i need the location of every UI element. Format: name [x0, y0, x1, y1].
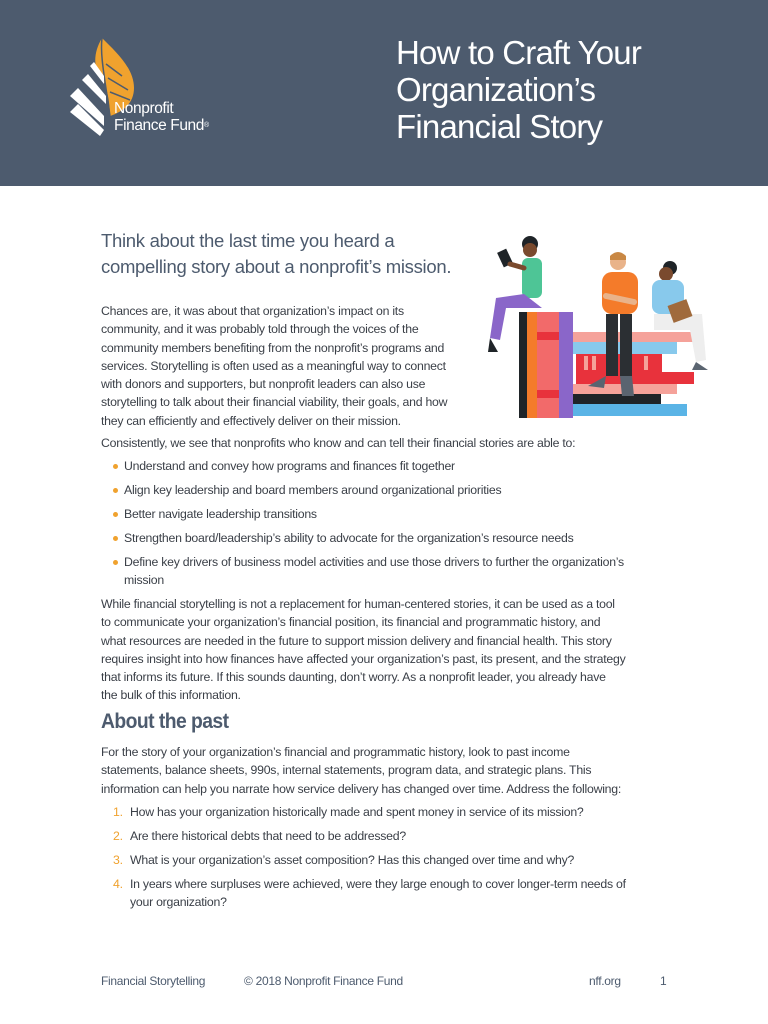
text-line: Chances are, it was about that organization’s impact on its — [101, 304, 404, 318]
text-line: with donors and supporters, but nonprofit leaders can also use — [101, 377, 426, 392]
list-number: 3. — [113, 852, 123, 867]
intro-heading-line: compelling story about a nonprofit’s mission. — [101, 256, 452, 277]
bullet-dot-icon — [113, 512, 118, 517]
list-item-text: Understand and convey how programs and finances fit together — [124, 459, 455, 473]
footer-section-title: Financial Storytelling — [101, 974, 206, 988]
list-item-text: Align key leadership and board members around organizational priorities — [124, 482, 502, 497]
document-title — [396, 34, 746, 145]
text-line: requires insight into how finances have affected your organization’s past, its present, and the strategy — [101, 651, 626, 666]
people-reading-on-books-illustration — [484, 228, 720, 424]
title-line: Organization’s — [396, 71, 596, 108]
list-item — [101, 803, 671, 821]
text-line: to communicate your organization’s financial position, its financial and programmatic history, and — [101, 615, 601, 630]
intro-paragraph — [101, 302, 481, 430]
list-item-text: Strengthen board/leadership’s ability to advocate for the organization’s resource needs — [124, 530, 574, 545]
text-line: that informs its future. If this sounds daunting, don’t worry. As a nonprofit leader, you already have — [101, 670, 606, 685]
section-paragraph — [101, 743, 701, 798]
list-item — [101, 457, 671, 475]
lead-sentence: Consistently, we see that nonprofits who know and can tell their financial stories are able to: — [101, 436, 576, 450]
intro-heading — [101, 228, 491, 280]
text-line: community, and it was probably told through the voices of the — [101, 322, 419, 337]
list-item-text: In years where surpluses were achieved, were they large enough to cover longer-term needs of — [130, 876, 626, 891]
list-item — [101, 529, 671, 547]
logo-wordmark — [114, 100, 209, 134]
text-line: they can efficiently and effectively deliver on their mission. — [101, 413, 401, 428]
intro-heading-line: Think about the last time you heard a — [101, 230, 395, 251]
logo-line-1: Nonprofit — [114, 100, 174, 117]
list-item — [101, 553, 671, 590]
page-footer — [101, 974, 681, 992]
list-item — [101, 875, 671, 912]
storytelling-paragraph — [101, 595, 701, 705]
questions-list — [101, 803, 671, 917]
footer-copyright: © 2018 Nonprofit Finance Fund — [244, 974, 403, 988]
text-line: information can help you narrate how service delivery has changed over time. Address the following: — [101, 781, 622, 796]
text-line: storytelling to talk about their financial viability, their goals, and how — [101, 395, 448, 410]
page-number: 1 — [660, 974, 667, 988]
list-item-text: your organization? — [130, 895, 227, 910]
list-item-text: Define key drivers of business model activities and use those drivers to further the organization’s — [124, 554, 624, 569]
bullet-dot-icon — [113, 536, 118, 541]
text-line: statements, balance sheets, 990s, internal statements, program data, and strategic plans. This — [101, 763, 592, 778]
list-number: 2. — [113, 828, 123, 843]
bullet-dot-icon — [113, 488, 118, 493]
list-item-text: How has your organization historically made and spent money in service of its mission? — [130, 805, 584, 819]
text-line: For the story of your organization’s financial and programmatic history, look to past income — [101, 745, 570, 759]
text-line: what resources are needed in the future to support mission delivery and financial health. This story — [101, 633, 612, 648]
text-line: services. Storytelling is often used as a meaningful way to connect — [101, 358, 446, 373]
list-item — [101, 481, 671, 499]
text-line: the bulk of this information. — [101, 688, 241, 703]
list-item-text: Better navigate leadership transitions — [124, 506, 317, 521]
list-item-text: What is your organization’s asset composition? Has this changed over time and why? — [130, 852, 575, 867]
list-item — [101, 851, 671, 869]
benefits-list — [101, 457, 671, 595]
list-item-text: mission — [124, 573, 164, 588]
logo-line-2: Finance Fund® — [114, 117, 209, 134]
header-banner — [0, 0, 768, 186]
bullet-dot-icon — [113, 464, 118, 469]
list-item — [101, 827, 671, 845]
text-line: community members benefiting from the nonprofit’s programs and — [101, 340, 445, 355]
text-line: While financial storytelling is not a replacement for human-centered stories, it can be used as a tool — [101, 597, 615, 611]
bullet-dot-icon — [113, 560, 118, 565]
footer-website-link[interactable]: nff.org — [589, 974, 621, 988]
section-heading: About the past — [101, 710, 229, 733]
list-item-text: Are there historical debts that need to be addressed? — [130, 828, 406, 843]
list-number: 4. — [113, 876, 123, 891]
title-line: Financial Story — [396, 108, 603, 145]
list-item — [101, 505, 671, 523]
title-line: How to Craft Your — [396, 34, 642, 71]
list-number: 1. — [113, 805, 123, 819]
